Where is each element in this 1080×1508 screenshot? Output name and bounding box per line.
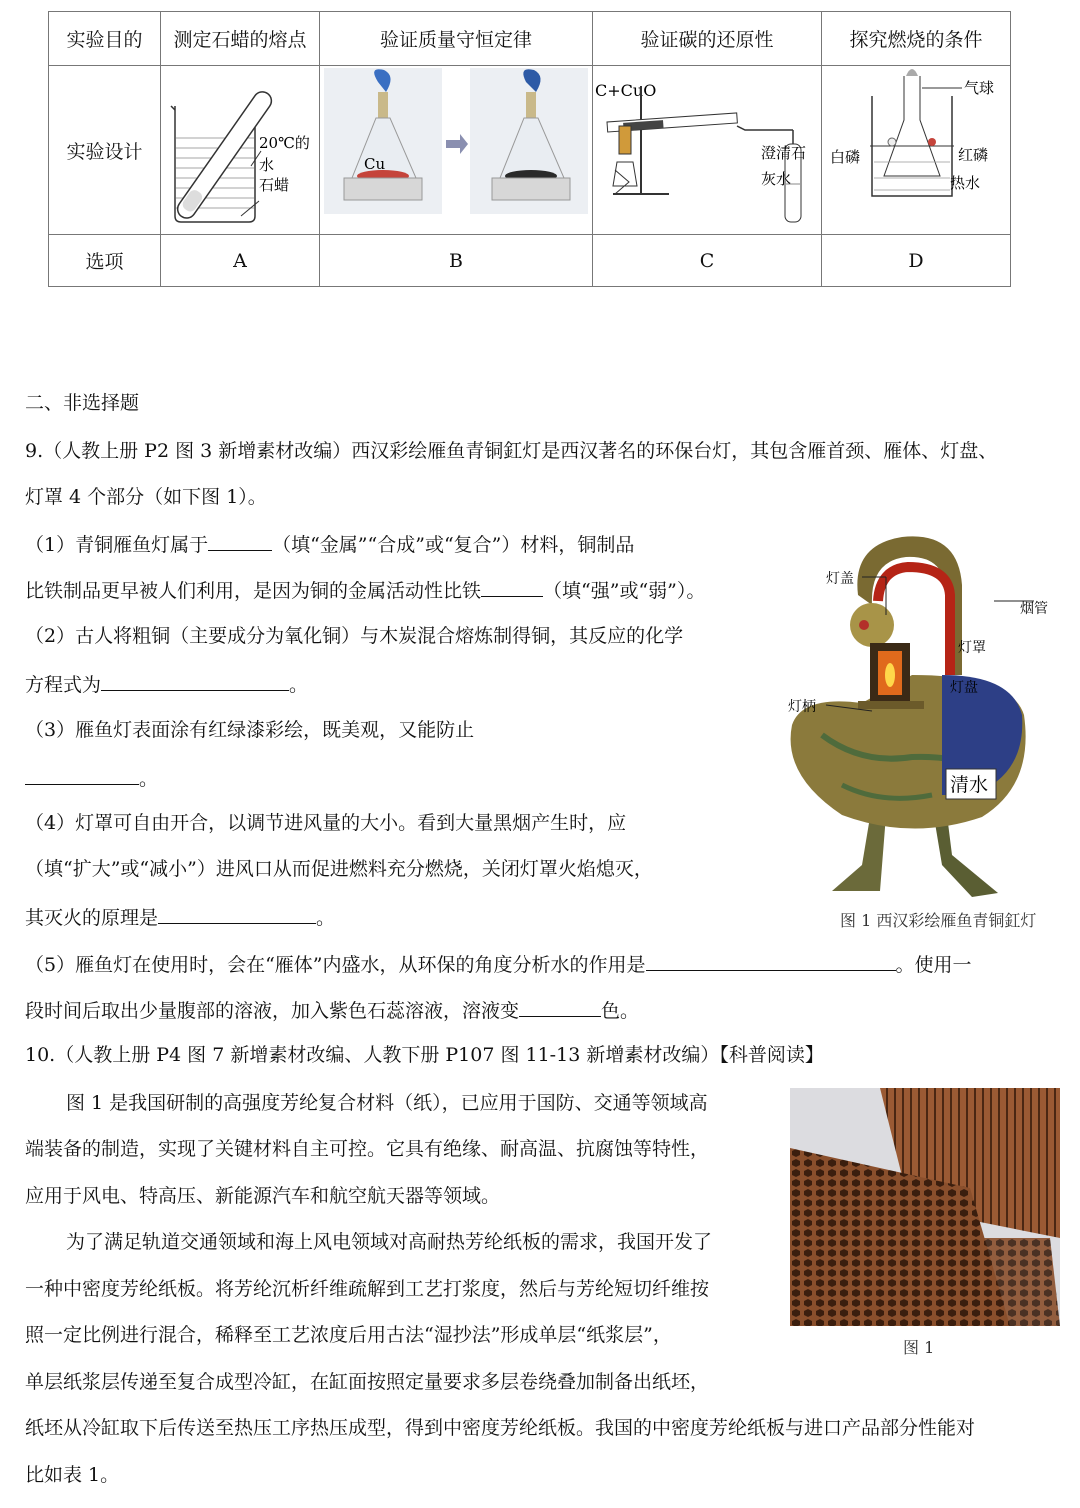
wax-melting-diagram xyxy=(161,66,319,234)
option-b: B xyxy=(320,235,593,287)
table-row-option xyxy=(49,235,1011,287)
design-c-cell xyxy=(593,66,822,235)
label-temp: 20℃的 xyxy=(259,134,310,152)
label-chimney: 烟管 xyxy=(1020,601,1048,617)
q10-line-1: 图 1 是我国研制的高强度芳纶复合材料（纸），已应用于国防、交通等领域高 xyxy=(66,1092,708,1114)
text: 。 xyxy=(289,674,309,696)
q10-line-8: 纸坯从冷缸取下后传送至热压工序热压成型，得到中密度芳纶纸板。我国的中密度芳纶纸板与进口产品部分性能对 xyxy=(25,1417,976,1439)
label-lid: 灯盖 xyxy=(826,571,854,587)
q9-part2-line-b xyxy=(25,670,308,698)
q9-part1-line-b xyxy=(25,576,705,604)
carbon-reduction-diagram xyxy=(593,66,821,234)
option-d: D xyxy=(822,235,1011,287)
label-balloon: 气球 xyxy=(964,79,995,97)
design-d-cell xyxy=(822,66,1011,235)
figure-caption-goose-lamp: 图 1 西汉彩绘雁鱼青铜釭灯 xyxy=(840,911,1037,930)
experiment-table xyxy=(48,11,1011,287)
text: 。 xyxy=(316,907,336,929)
q10-line-3: 应用于风电、特高压、新能源汽车和航空航天器等领域。 xyxy=(25,1185,501,1207)
label-hot-water: 热水 xyxy=(950,174,981,192)
purpose-b: 验证质量守恒定律 xyxy=(320,12,593,66)
text: （填“金属”“合成”或“复合”）材料，铜制品 xyxy=(272,534,635,556)
label-red-p: 红磷 xyxy=(958,146,989,164)
table-row-design xyxy=(49,66,1011,235)
answer-blank[interactable] xyxy=(481,576,543,597)
text: 。 xyxy=(139,768,159,790)
q10-title: 10.（人教上册 P4 图 7 新增素材改编、人教下册 P107 图 11-13 新增素材改编）【科普阅读】 xyxy=(25,1044,824,1066)
row-header-purpose: 实验目的 xyxy=(49,12,161,66)
q9-line-1: 9.（人教上册 P2 图 3 新增素材改编）西汉彩绘雁鱼青铜釭灯是西汉著名的环保台灯，其包含雁首颈、雁体、灯盘、 xyxy=(25,440,998,462)
text: 。使用一 xyxy=(895,954,972,976)
answer-blank[interactable] xyxy=(25,764,139,785)
label-plate: 灯盘 xyxy=(950,680,978,696)
row-header-design: 实验设计 xyxy=(49,66,161,235)
label-lime-1: 澄清石 xyxy=(761,144,807,162)
text: 方程式为 xyxy=(25,674,102,696)
label-cu: Cu xyxy=(364,155,386,173)
text: 其灭火的原理是 xyxy=(25,907,159,929)
q10-line-2: 端装备的制造，实现了关键材料自主可控。它具有绝缘、耐高温、抗腐蚀等特性， xyxy=(25,1138,710,1160)
answer-blank[interactable] xyxy=(646,950,896,971)
text: （5）雁鱼灯在使用时，会在“雁体”内盛水，从环保的角度分析水的作用是 xyxy=(25,954,646,976)
text: 比铁制品更早被人们利用，是因为铜的金属活动性比铁 xyxy=(25,580,482,602)
label-reagent: C+CuO xyxy=(595,81,657,100)
option-c: C xyxy=(593,235,822,287)
label-white-p: 白磷 xyxy=(830,148,861,166)
q9-part2-line-a: （2）古人将粗铜（主要成分为氧化铜）与木炭混合熔炼制得铜，其反应的化学 xyxy=(25,625,684,647)
q10-line-4: 为了满足轨道交通领域和海上风电领域对高耐热芳纶纸板的需求，我国开发了 xyxy=(66,1231,713,1253)
answer-blank[interactable] xyxy=(101,670,289,691)
q10-line-5: 一种中密度芳纶纸板。将芳纶沉析纤维疏解到工艺打浆度，然后与芳纶短切纤维按 xyxy=(25,1278,710,1300)
mass-conservation-photos xyxy=(320,66,592,234)
arrow-icon xyxy=(446,134,468,154)
text: 色。 xyxy=(601,1000,640,1022)
design-b-cell xyxy=(320,66,593,235)
label-wax: 石蜡 xyxy=(259,176,290,194)
answer-blank[interactable] xyxy=(519,996,601,1017)
purpose-a: 测定石蜡的熔点 xyxy=(161,12,320,66)
answer-blank[interactable] xyxy=(208,530,272,551)
q10-line-9: 比如表 1。 xyxy=(25,1464,120,1486)
label-lime-2: 灰水 xyxy=(761,170,792,188)
text: （填“强”或“弱”）。 xyxy=(543,580,706,602)
purpose-c: 验证碳的还原性 xyxy=(593,12,822,66)
label-water: 水 xyxy=(259,156,275,174)
figure-caption-aramid: 图 1 xyxy=(903,1338,935,1357)
section-heading: 二、非选择题 xyxy=(25,392,140,414)
combustion-diagram xyxy=(822,66,1010,234)
option-a: A xyxy=(161,235,320,287)
aramid-honeycomb-photo xyxy=(790,1088,1060,1326)
q9-part3-line-b xyxy=(25,764,158,792)
label-handle: 灯柄 xyxy=(788,699,816,715)
q9-part4-line-a: （4）灯罩可自由开合，以调节进风量的大小。看到大量黑烟产生时，应 xyxy=(25,812,627,834)
q9-part5-line-b xyxy=(25,996,639,1024)
q9-part4-line-b: （填“扩大”或“减小”）进风口从而促进燃料充分燃烧，关闭灯罩火焰熄灭， xyxy=(25,858,653,880)
text: 段时间后取出少量腹部的溶液，加入紫色石蕊溶液，溶液变 xyxy=(25,1000,520,1022)
table-row-purpose xyxy=(49,12,1011,66)
label-water: 清水 xyxy=(950,774,989,796)
design-a-cell xyxy=(161,66,320,235)
q9-part4-line-c xyxy=(25,903,335,931)
q9-part1-line-a xyxy=(25,530,634,558)
q9-part3-line-a: （3）雁鱼灯表面涂有红绿漆彩绘，既美观，又能防止 xyxy=(25,719,475,741)
text: （1）青铜雁鱼灯属于 xyxy=(25,534,209,556)
q9-part5-line-a xyxy=(25,950,972,978)
purpose-d: 探究燃烧的条件 xyxy=(822,12,1011,66)
q10-line-7: 单层纸浆层传递至复合成型冷缸，在缸面按照定量要求多层卷绕叠加制备出纸坯， xyxy=(25,1371,710,1393)
label-shade: 灯罩 xyxy=(958,640,986,656)
goose-lamp-figure xyxy=(762,525,1062,903)
row-header-option: 选项 xyxy=(49,235,161,287)
q10-line-6: 照一定比例进行混合，稀释至工艺浓度后用古法“湿抄法”形成单层“纸浆层”， xyxy=(25,1324,672,1346)
answer-blank[interactable] xyxy=(158,903,316,924)
q9-line-2: 灯罩 4 个部分（如下图 1）。 xyxy=(25,486,267,508)
